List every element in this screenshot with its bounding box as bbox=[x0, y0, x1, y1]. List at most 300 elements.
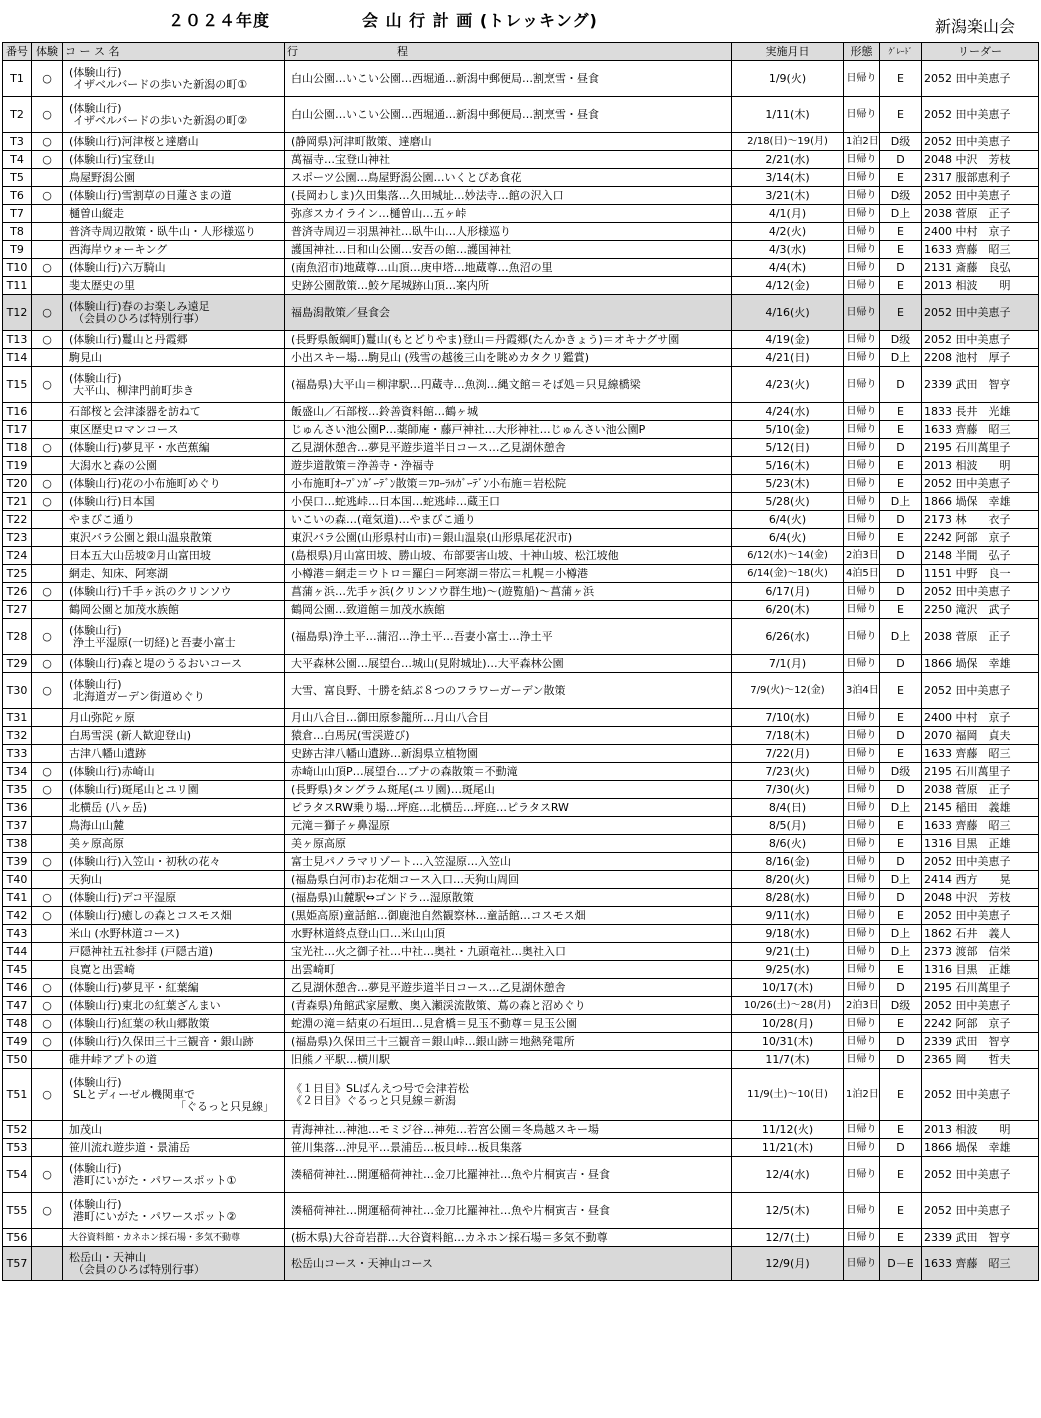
cell-line: 加茂山 bbox=[69, 1122, 102, 1136]
row-leader: 2145 稲田 義雄 bbox=[922, 799, 1039, 817]
row-course-name bbox=[63, 781, 285, 799]
row-date bbox=[732, 223, 844, 241]
cell-line: 福島潟散策／昼食会 bbox=[291, 305, 390, 319]
row-number: T33 bbox=[3, 745, 32, 763]
cell-line: 大谷資料館・カネホン採石場・多気不動尊 bbox=[69, 1232, 241, 1243]
row-route bbox=[285, 619, 732, 655]
row-route bbox=[285, 475, 732, 493]
col-header-course: コ ー ス 名 bbox=[63, 43, 285, 61]
cell-line: 月山弥陀ヶ原 bbox=[69, 710, 135, 724]
row-course-name bbox=[63, 943, 285, 961]
cell-line: (体験山行) bbox=[69, 1075, 122, 1089]
row-experience-mark: ○ bbox=[32, 1157, 63, 1193]
cell-line: 松岳山・天神山 bbox=[69, 1250, 146, 1264]
table-row bbox=[3, 403, 1039, 421]
col-header-experience: 体験 bbox=[32, 43, 63, 61]
row-experience-mark: ○ bbox=[32, 853, 63, 871]
row-number: T51 bbox=[3, 1069, 32, 1121]
row-form: 日帰り bbox=[844, 889, 880, 907]
row-route bbox=[285, 601, 732, 619]
row-leader: 2148 半間 弘子 bbox=[922, 547, 1039, 565]
cell-line: 浄土平湿原(一切経)と吾妻小富士 bbox=[73, 635, 236, 649]
cell-line: 弥彦スカイライン…樋曽山…五ヶ峠 bbox=[291, 206, 467, 220]
cell-line: (体験山行)入笠山・初秋の花々 bbox=[69, 854, 221, 868]
cell-line: 8/28(水) bbox=[765, 890, 810, 904]
row-leader: 1866 堝保 幸雄 bbox=[922, 493, 1039, 511]
row-grade: E bbox=[880, 961, 922, 979]
row-date bbox=[732, 475, 844, 493]
row-number: T3 bbox=[3, 133, 32, 151]
row-date bbox=[732, 1121, 844, 1139]
row-experience-mark: ○ bbox=[32, 979, 63, 997]
table-row bbox=[3, 1015, 1039, 1033]
row-course-name bbox=[63, 799, 285, 817]
cell-line: 西海岸ウォーキング bbox=[69, 242, 168, 256]
row-number: T43 bbox=[3, 925, 32, 943]
row-leader: 2208 池村 厚子 bbox=[922, 349, 1039, 367]
cell-line: 7/10(水) bbox=[765, 710, 810, 724]
row-form: 日帰り bbox=[844, 241, 880, 259]
row-number: T34 bbox=[3, 763, 32, 781]
row-route bbox=[285, 439, 732, 457]
row-number: T1 bbox=[3, 61, 32, 97]
row-number: T29 bbox=[3, 655, 32, 673]
cell-line: 元滝＝獅子ヶ鼻湿原 bbox=[291, 818, 390, 832]
cell-line: 《１日目》SLばんえつ号で会津若松 bbox=[291, 1081, 469, 1095]
row-experience-mark: ○ bbox=[32, 997, 63, 1015]
row-number: T9 bbox=[3, 241, 32, 259]
row-form: 2泊3日 bbox=[844, 547, 880, 565]
row-route bbox=[285, 1069, 732, 1121]
row-number: T27 bbox=[3, 601, 32, 619]
row-route bbox=[285, 403, 732, 421]
row-course-name bbox=[63, 925, 285, 943]
row-route bbox=[285, 151, 732, 169]
row-grade: D bbox=[880, 583, 922, 601]
row-date bbox=[732, 349, 844, 367]
row-grade: D上 bbox=[880, 799, 922, 817]
cell-line: 乙見湖休憩舎…夢見平遊歩道半日コース…乙見湖休憩舎 bbox=[291, 440, 566, 454]
cell-line: (福島県)久保田三十三観音＝銀山峠…銀山跡＝地熱発電所 bbox=[291, 1034, 575, 1048]
cell-line: (体験山行)癒しの森とコスモス畑 bbox=[69, 908, 232, 922]
row-leader: 2339 武田 智亨 bbox=[922, 367, 1039, 403]
cell-line: 旧熊ノ平駅…横川駅 bbox=[291, 1052, 390, 1066]
cell-line: 4/12(金) bbox=[765, 278, 810, 292]
col-header-date: 実施月日 bbox=[732, 43, 844, 61]
cell-line: 大雪、富良野、十勝を結ぶ８つのフラワーガーデン散策 bbox=[291, 683, 566, 697]
row-leader: 2052 田中美恵子 bbox=[922, 97, 1039, 133]
cell-line: 12/7(土) bbox=[765, 1230, 810, 1244]
cell-line: 笹川流れ遊歩道・景浦岳 bbox=[69, 1140, 190, 1154]
row-experience-mark: ○ bbox=[32, 367, 63, 403]
row-grade: D上 bbox=[880, 205, 922, 223]
row-course-name bbox=[63, 601, 285, 619]
row-route bbox=[285, 871, 732, 889]
row-experience-mark: ○ bbox=[32, 61, 63, 97]
row-grade: D级 bbox=[880, 763, 922, 781]
page-title: 会 山 行 計 画 (トレッキング) bbox=[362, 11, 598, 30]
table-row bbox=[3, 1247, 1039, 1281]
row-route bbox=[285, 547, 732, 565]
row-grade: D上 bbox=[880, 493, 922, 511]
row-experience-mark: ○ bbox=[32, 475, 63, 493]
cell-line: 日本五大山岳坡②月山富田坡 bbox=[69, 548, 211, 562]
row-course-name bbox=[63, 439, 285, 457]
table-row bbox=[3, 1229, 1039, 1247]
row-form: 日帰り bbox=[844, 187, 880, 205]
row-course-name bbox=[63, 655, 285, 673]
row-number: T23 bbox=[3, 529, 32, 547]
row-leader: 2195 石川萬里子 bbox=[922, 979, 1039, 997]
cell-line: (南魚沼市)地蔵尊…山頂…庚申塔…地蔵尊…魚沼の里 bbox=[291, 260, 553, 274]
row-leader: 2339 武田 智亨 bbox=[922, 1229, 1039, 1247]
row-form: 日帰り bbox=[844, 871, 880, 889]
cell-line: 12/9(月) bbox=[765, 1256, 810, 1270]
row-route bbox=[285, 907, 732, 925]
row-course-name bbox=[63, 97, 285, 133]
cell-line: 小樽港＝網走＝ウトロ＝羅臼＝阿寒湖＝帯広＝札幌＝小樽港 bbox=[291, 566, 588, 580]
row-number: T47 bbox=[3, 997, 32, 1015]
row-leader: 2173 林 衣子 bbox=[922, 511, 1039, 529]
cell-line: (体験山行) bbox=[69, 1197, 122, 1211]
cell-line: (福島県)山麓駅⇔ゴンドラ…湿原散策 bbox=[291, 890, 474, 904]
cell-line: 鳥屋野潟公園 bbox=[69, 170, 135, 184]
row-course-name bbox=[63, 475, 285, 493]
row-date bbox=[732, 547, 844, 565]
row-form: 日帰り bbox=[844, 1121, 880, 1139]
row-leader: 2038 菅原 正子 bbox=[922, 205, 1039, 223]
cell-line: 鶴岡公園…致道館＝加茂水族館 bbox=[291, 602, 445, 616]
row-date bbox=[732, 853, 844, 871]
cell-line: (体験山行) bbox=[69, 65, 122, 79]
table-row bbox=[3, 277, 1039, 295]
cell-line: 4/21(日) bbox=[765, 350, 810, 364]
cell-line: 港町にいがた・パワースポット① bbox=[73, 1173, 237, 1187]
row-route bbox=[285, 349, 732, 367]
row-route bbox=[285, 1247, 732, 1281]
row-route bbox=[285, 1033, 732, 1051]
row-number: T6 bbox=[3, 187, 32, 205]
row-experience-mark: ○ bbox=[32, 259, 63, 277]
row-number: T24 bbox=[3, 547, 32, 565]
cell-line: （会員のひろば特別行事） bbox=[73, 1262, 205, 1276]
cell-line: (体験山行)河津桜と達磨山 bbox=[69, 134, 199, 148]
row-grade: E bbox=[880, 241, 922, 259]
cell-line: 6/4(火) bbox=[768, 530, 807, 544]
row-grade: D bbox=[880, 781, 922, 799]
row-number: T32 bbox=[3, 727, 32, 745]
row-date bbox=[732, 295, 844, 331]
row-leader: 2195 石川萬里子 bbox=[922, 439, 1039, 457]
cell-line: 白馬雪渓 (新人歓迎登山) bbox=[69, 728, 192, 742]
row-grade: D bbox=[880, 727, 922, 745]
row-experience-mark: ○ bbox=[32, 1193, 63, 1229]
col-header-leader: リーダー bbox=[922, 43, 1039, 61]
cell-line: 7/9(火)～12(金) bbox=[750, 684, 825, 696]
row-date bbox=[732, 1051, 844, 1069]
row-experience-mark: ○ bbox=[32, 583, 63, 601]
row-form: 日帰り bbox=[844, 979, 880, 997]
row-leader: 2052 田中美恵子 bbox=[922, 475, 1039, 493]
row-form: 日帰り bbox=[844, 619, 880, 655]
table-row bbox=[3, 655, 1039, 673]
cell-line: 古津八幡山遺跡 bbox=[69, 746, 146, 760]
row-leader: 2400 中村 京子 bbox=[922, 709, 1039, 727]
cell-line: 碓井峠アプトの道 bbox=[69, 1052, 157, 1066]
cell-line: 5/23(木) bbox=[765, 476, 810, 490]
row-number: T39 bbox=[3, 853, 32, 871]
row-experience-mark bbox=[32, 1121, 63, 1139]
cell-line: 9/11(水) bbox=[765, 908, 810, 922]
cell-line: 樋曽山縦走 bbox=[69, 206, 124, 220]
row-form: 日帰り bbox=[844, 1033, 880, 1051]
cell-line: (体験山行) bbox=[69, 623, 122, 637]
cell-line: 松岳山コース・天神山コース bbox=[291, 1256, 433, 1270]
cell-line: 10/28(月) bbox=[761, 1016, 814, 1030]
row-leader: 2052 田中美恵子 bbox=[922, 295, 1039, 331]
table-row bbox=[3, 853, 1039, 871]
row-date bbox=[732, 1033, 844, 1051]
table-row bbox=[3, 205, 1039, 223]
row-route bbox=[285, 979, 732, 997]
row-grade: D级 bbox=[880, 133, 922, 151]
cell-line: 6/12(水)～14(金) bbox=[747, 549, 828, 561]
row-experience-mark bbox=[32, 709, 63, 727]
cell-line: やまびこ通り bbox=[69, 512, 135, 526]
row-date bbox=[732, 1157, 844, 1193]
row-form: 日帰り bbox=[844, 421, 880, 439]
col-header-form: 形態 bbox=[844, 43, 880, 61]
row-route bbox=[285, 241, 732, 259]
row-number: T21 bbox=[3, 493, 32, 511]
row-route bbox=[285, 763, 732, 781]
cell-line: 6/17(月) bbox=[765, 584, 810, 598]
row-form: 日帰り bbox=[844, 1229, 880, 1247]
cell-line: いこいの森…(竜気道)…やまびこ通り bbox=[291, 512, 476, 526]
row-grade: E bbox=[880, 169, 922, 187]
row-number: T20 bbox=[3, 475, 32, 493]
row-course-name bbox=[63, 511, 285, 529]
cell-line: 1/9(火) bbox=[768, 71, 807, 85]
row-date bbox=[732, 403, 844, 421]
cell-line: 港町にいがた・パワースポット② bbox=[73, 1209, 237, 1223]
row-grade: E bbox=[880, 907, 922, 925]
row-route bbox=[285, 295, 732, 331]
row-leader: 2195 石川萬里子 bbox=[922, 763, 1039, 781]
table-row bbox=[3, 169, 1039, 187]
row-route bbox=[285, 205, 732, 223]
row-leader: 1866 堝保 幸雄 bbox=[922, 655, 1039, 673]
cell-line: 東沢バラ公園と銀山温泉散策 bbox=[69, 530, 212, 544]
cell-line: 7/1(月) bbox=[768, 656, 807, 670]
cell-line: 《２日目》ぐるっと只見線＝新潟 bbox=[291, 1093, 456, 1107]
row-date bbox=[732, 583, 844, 601]
cell-line: 8/20(火) bbox=[765, 872, 810, 886]
row-form: 日帰り bbox=[844, 781, 880, 799]
row-number: T10 bbox=[3, 259, 32, 277]
cell-line: 笹川集落…沖見平…景浦岳…板貝峠…板貝集落 bbox=[291, 1140, 522, 1154]
row-number: T56 bbox=[3, 1229, 32, 1247]
cell-line: (体験山行)六万騎山 bbox=[69, 260, 166, 274]
row-grade: E bbox=[880, 403, 922, 421]
cell-line: (体験山行)斑尾山とユリ園 bbox=[69, 782, 199, 796]
row-grade: E bbox=[880, 97, 922, 133]
row-route bbox=[285, 97, 732, 133]
table-row bbox=[3, 331, 1039, 349]
row-leader: 1862 石井 義人 bbox=[922, 925, 1039, 943]
table-row bbox=[3, 475, 1039, 493]
row-route bbox=[285, 1229, 732, 1247]
table-row bbox=[3, 835, 1039, 853]
row-experience-mark bbox=[32, 745, 63, 763]
cell-line: (体験山行)赤崎山 bbox=[69, 764, 155, 778]
row-route bbox=[285, 133, 732, 151]
table-row bbox=[3, 133, 1039, 151]
cell-line: 史跡古津八幡山遺跡…新潟県立植物園 bbox=[291, 746, 478, 760]
row-date bbox=[732, 781, 844, 799]
row-form: 日帰り bbox=[844, 529, 880, 547]
row-experience-mark: ○ bbox=[32, 763, 63, 781]
row-grade: E bbox=[880, 709, 922, 727]
table-row bbox=[3, 1069, 1039, 1121]
row-form: 日帰り bbox=[844, 655, 880, 673]
cell-line: 石部桜と会津漆器を訪ねて bbox=[69, 404, 201, 418]
row-number: T11 bbox=[3, 277, 32, 295]
table-row bbox=[3, 1157, 1039, 1193]
row-course-name bbox=[63, 871, 285, 889]
row-date bbox=[732, 745, 844, 763]
cell-line: 遊歩道散策＝浄善寺・浄福寺 bbox=[291, 458, 434, 472]
cell-line: 菖蒲ヶ浜…先手ヶ浜(クリンソウ群生地)～(遊覧船)～菖蒲ヶ浜 bbox=[291, 584, 595, 598]
row-form: 日帰り bbox=[844, 943, 880, 961]
row-course-name bbox=[63, 961, 285, 979]
row-route bbox=[285, 745, 732, 763]
row-course-name bbox=[63, 709, 285, 727]
row-experience-mark bbox=[32, 835, 63, 853]
row-leader: 2052 田中美恵子 bbox=[922, 673, 1039, 709]
row-grade: D bbox=[880, 439, 922, 457]
row-number: T25 bbox=[3, 565, 32, 583]
row-date bbox=[732, 1229, 844, 1247]
row-grade: E bbox=[880, 1193, 922, 1229]
row-form: 日帰り bbox=[844, 439, 880, 457]
row-form: 日帰り bbox=[844, 763, 880, 781]
row-experience-mark: ○ bbox=[32, 1033, 63, 1051]
row-number: T37 bbox=[3, 817, 32, 835]
row-route bbox=[285, 169, 732, 187]
row-experience-mark: ○ bbox=[32, 493, 63, 511]
table-row bbox=[3, 151, 1039, 169]
row-course-name bbox=[63, 673, 285, 709]
row-date bbox=[732, 187, 844, 205]
row-experience-mark bbox=[32, 349, 63, 367]
row-grade: D级 bbox=[880, 187, 922, 205]
cell-line: (栃木県)大谷奇岩群…大谷資料館…カネホン採石場＝多気不動尊 bbox=[291, 1230, 608, 1244]
row-grade: D上 bbox=[880, 349, 922, 367]
cell-line: (体験山行) bbox=[69, 371, 122, 385]
cell-line: 斐太歴史の里 bbox=[69, 278, 135, 292]
row-experience-mark: ○ bbox=[32, 133, 63, 151]
row-experience-mark bbox=[32, 241, 63, 259]
cell-line: 8/16(金) bbox=[765, 854, 810, 868]
row-form: 日帰り bbox=[844, 457, 880, 475]
table-row bbox=[3, 673, 1039, 709]
cell-line: 2/18(日)～19(月) bbox=[747, 135, 828, 147]
row-course-name bbox=[63, 529, 285, 547]
row-course-name bbox=[63, 1157, 285, 1193]
row-course-name bbox=[63, 1229, 285, 1247]
cell-line: 9/25(水) bbox=[765, 962, 810, 976]
row-date bbox=[732, 943, 844, 961]
row-course-name bbox=[63, 367, 285, 403]
row-experience-mark bbox=[32, 1229, 63, 1247]
row-route bbox=[285, 889, 732, 907]
cell-line: 7/30(火) bbox=[765, 782, 810, 796]
row-leader: 2013 相波 明 bbox=[922, 1121, 1039, 1139]
cell-line: 水野林道終点登山口…米山山頂 bbox=[291, 926, 445, 940]
cell-line: ピラタスRW乗り場…坪庭…北横岳…坪庭…ピラタスRW bbox=[291, 800, 569, 814]
row-grade: E bbox=[880, 1157, 922, 1193]
cell-line: 8/5(月) bbox=[768, 818, 807, 832]
row-grade: E bbox=[880, 817, 922, 835]
row-grade: D级 bbox=[880, 331, 922, 349]
row-course-name bbox=[63, 817, 285, 835]
cell-line: 乙見湖休憩舎…夢見平遊歩道半日コース…乙見湖休憩舎 bbox=[291, 980, 566, 994]
row-date bbox=[732, 601, 844, 619]
cell-line: 美ヶ原高原 bbox=[69, 836, 124, 850]
row-date bbox=[732, 997, 844, 1015]
row-leader: 1151 中野 良一 bbox=[922, 565, 1039, 583]
row-form: 日帰り bbox=[844, 475, 880, 493]
row-experience-mark bbox=[32, 817, 63, 835]
row-date bbox=[732, 925, 844, 943]
cell-line: 5/16(木) bbox=[765, 458, 810, 472]
row-form: 日帰り bbox=[844, 925, 880, 943]
row-form: 日帰り bbox=[844, 349, 880, 367]
cell-line: 3/21(木) bbox=[765, 188, 810, 202]
row-experience-mark bbox=[32, 1247, 63, 1281]
row-grade: E bbox=[880, 1015, 922, 1033]
row-course-name bbox=[63, 241, 285, 259]
cell-line: 萬福寺…宝登山神社 bbox=[291, 152, 390, 166]
row-date bbox=[732, 133, 844, 151]
row-route bbox=[285, 61, 732, 97]
row-experience-mark bbox=[32, 457, 63, 475]
row-grade: E bbox=[880, 601, 922, 619]
row-grade: D bbox=[880, 979, 922, 997]
cell-line: 5/10(金) bbox=[765, 422, 810, 436]
row-course-name bbox=[63, 349, 285, 367]
cell-line: (体験山行)森と堤のうるおいコース bbox=[69, 656, 243, 670]
cell-line: 6/20(木) bbox=[765, 602, 810, 616]
row-experience-mark: ○ bbox=[32, 1069, 63, 1121]
row-course-name bbox=[63, 907, 285, 925]
row-form: 1泊2日 bbox=[844, 133, 880, 151]
row-number: T31 bbox=[3, 709, 32, 727]
cell-line: (体験山行)雪割草の日蓮さまの道 bbox=[69, 188, 232, 202]
row-date bbox=[732, 1015, 844, 1033]
row-experience-mark bbox=[32, 223, 63, 241]
cell-line: 普済寺周辺散策・臥牛山・人形様巡り bbox=[69, 224, 256, 238]
cell-line: 小布施町ｵｰﾌﾟﾝｶﾞｰﾃﾞﾝ散策＝ﾌﾛｰﾗﾙｶﾞｰﾃﾞﾝ小布施＝岩松院 bbox=[291, 476, 566, 490]
cell-line: SLとディーゼル機関車で bbox=[73, 1087, 196, 1101]
cell-line: (島根県)月山富田坡、勝山坡、布部要害山坡、十神山坡、松江坡他 bbox=[291, 548, 619, 562]
row-leader: 2052 田中美恵子 bbox=[922, 907, 1039, 925]
row-route bbox=[285, 925, 732, 943]
row-number: T52 bbox=[3, 1121, 32, 1139]
row-leader: 1833 長井 光雄 bbox=[922, 403, 1039, 421]
cell-line: 宝光社…火之御子社…中社…奥社・九頭竜社…奥社入口 bbox=[291, 944, 566, 958]
